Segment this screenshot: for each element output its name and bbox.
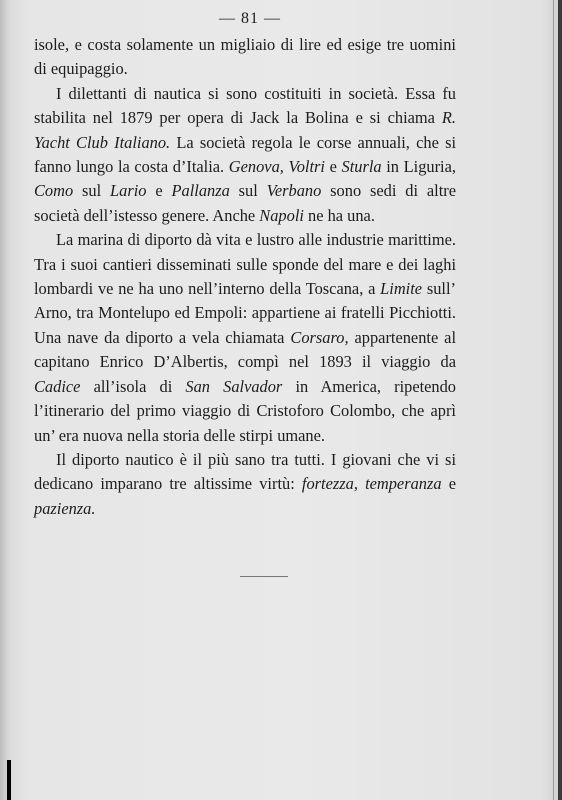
section-divider: [240, 576, 288, 577]
italic-text: fortezza, temperanza: [301, 474, 442, 494]
page-number: — 81 —: [219, 10, 281, 27]
text-run: sul: [73, 181, 111, 201]
text-run: La società regola le corse annuali, che si fanno lungo la costa d’Italia.: [34, 132, 456, 177]
text-run: e: [441, 474, 456, 494]
page-right-edge-line: [553, 0, 554, 800]
italic-text: Lario: [110, 181, 147, 201]
text-run: in America, ripetendo l’itinerario del primo viaggio di Cristoforo Colombo, che aprì un’ era nuova nella storia delle stirpi umane.: [34, 376, 457, 445]
text-run: e: [324, 157, 342, 177]
text-run: La marina di diporto dà vita e lustro alle industrie marittime. Tra i suoi cantieri disseminati sulle sponde del mare e dei laghi lombardi ve ne ha uno nell’interno della Toscana, a: [34, 230, 456, 299]
paragraph: [34, 448, 456, 521]
text-run: sul: [229, 181, 267, 201]
text-run: all’isola di: [80, 376, 186, 396]
italic-text: Sturla: [341, 157, 382, 177]
italic-text: Verbano: [266, 181, 322, 201]
body-text: [34, 33, 456, 521]
page-right-edge: [558, 0, 562, 800]
italic-text: Corsaro,: [290, 327, 349, 347]
paragraph: [34, 33, 456, 82]
text-run: in Liguria,: [381, 157, 456, 177]
italic-text: Cadice: [34, 376, 81, 396]
italic-text: Como: [34, 181, 74, 201]
paragraph: [34, 228, 456, 448]
text-run: I dilettanti di nautica si sono costituiti in società. Essa fu stabilita nel 1879 per opera di Jack la Bolina e si chiama: [34, 83, 456, 128]
text-run: Il diporto nautico è il più sano tra tutti. I giovani che vi si dedicano imparano tre altissime virtù:: [34, 449, 456, 494]
italic-text: pazienza.: [34, 498, 96, 518]
italic-text: Napoli: [259, 205, 304, 225]
italic-text: Limite: [380, 279, 423, 299]
text-run: sono sedi di altre società dell’istesso genere. Anche: [34, 181, 457, 225]
text-run: appartenente al capitano Enrico D’Albertis, compì nel 1893 il viaggio da: [34, 327, 456, 372]
italic-text: Genova, Voltri: [228, 157, 325, 177]
italic-text: R. Yacht Club Italiano.: [34, 108, 456, 152]
paragraph: [34, 82, 456, 228]
page-left-shadow: [0, 0, 10, 800]
text-run: sull’ Arno, tra Montelupo ed Empoli: appartiene ai fratelli Picchiotti. Una nave da diporto a vela chiamata: [34, 279, 456, 347]
scan-edge-mark: [7, 760, 11, 800]
text-run: isole, e costa solamente un migliaio di lire ed esige tre uomini di equipaggio.: [34, 35, 456, 79]
italic-text: Pallanza: [171, 181, 230, 201]
italic-text: San Salvador: [185, 376, 283, 396]
text-run: e: [146, 181, 172, 201]
text-run: ne ha una.: [303, 205, 375, 225]
